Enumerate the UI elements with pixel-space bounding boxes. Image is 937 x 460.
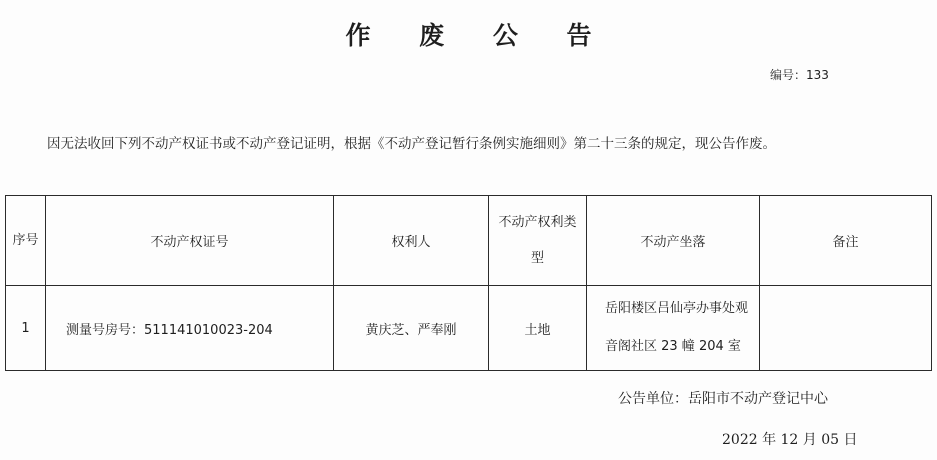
table-header-row xyxy=(6,196,932,286)
cell-seq: 1 xyxy=(6,286,46,371)
header-seq: 序号 xyxy=(6,196,46,286)
notice-title: 作 废 公 告 xyxy=(345,21,612,50)
cell-cert-number: 测量号房号：511141010023-204 xyxy=(46,286,334,371)
header-location: 不动产坐落 xyxy=(587,196,760,286)
header-remark: 备注 xyxy=(760,196,932,286)
cell-location: 岳阳楼区吕仙亭办事处观音阁社区 23 幢 204 室 xyxy=(587,286,760,371)
cell-remark xyxy=(760,286,932,371)
issue-date: 2022 年 12 月 05 日 xyxy=(722,432,858,448)
notice-intro-paragraph: 因无法收回下列不动产权证书或不动产登记证明，根据《不动产登记暂行条例实施细则》第二十三条的规定，现公告作废。 xyxy=(47,136,776,152)
document-number: 编号：133 xyxy=(770,68,829,82)
table-row xyxy=(6,286,932,371)
cell-right-type: 土地 xyxy=(489,286,587,371)
header-right-type: 不动产权利类型 xyxy=(489,196,587,286)
cell-owner: 黄庆芝、严奉刚 xyxy=(334,286,489,371)
voided-certificates-table xyxy=(5,195,932,371)
issuing-unit: 公告单位：岳阳市不动产登记中心 xyxy=(618,391,828,407)
header-cert-number: 不动产权证号 xyxy=(46,196,334,286)
header-owner: 权利人 xyxy=(334,196,489,286)
